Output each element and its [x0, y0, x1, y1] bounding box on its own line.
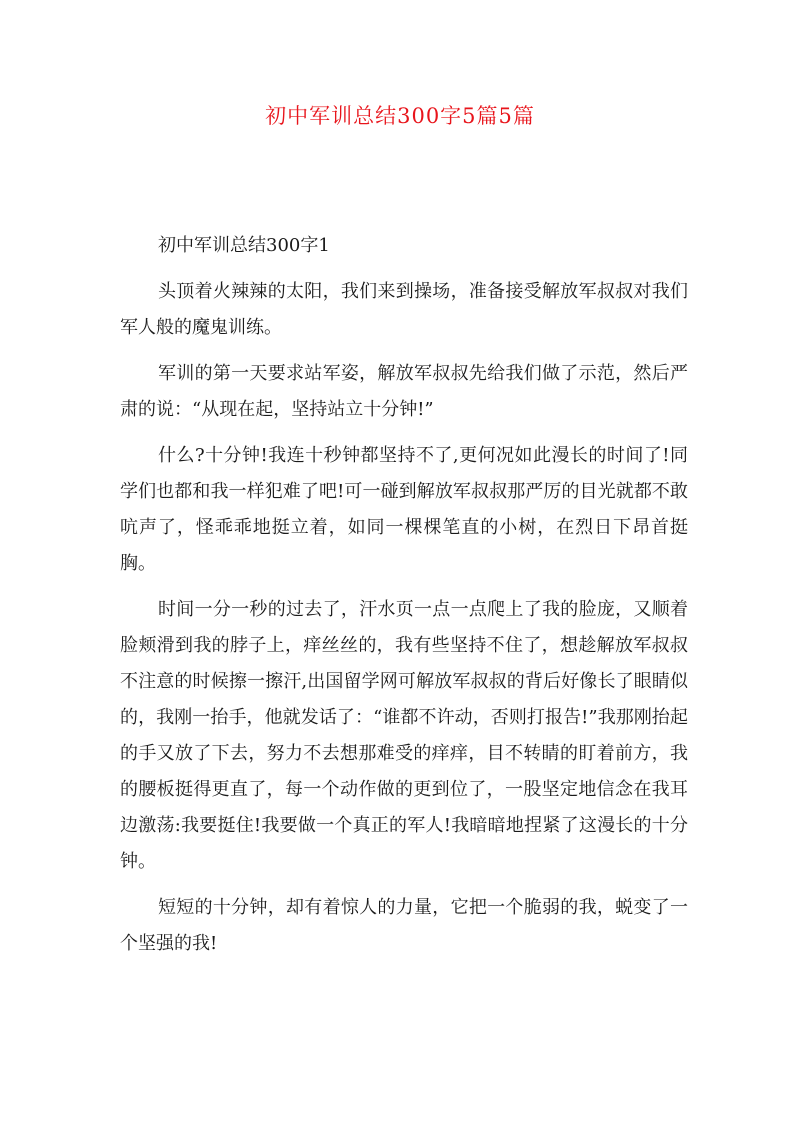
paragraph-1: 头顶着火辣辣的太阳，我们来到操场，准备接受解放军叔叔对我们军人般的魔鬼训练。 — [120, 281, 688, 338]
section-heading: 初中军训总结300字1 — [158, 235, 330, 256]
paragraph-3: 什么?十分钟!我连十秒钟都坚持不了,更何况如此漫长的时间了!同学们也都和我一样犯难了吧!可一碰到解放军叔叔那严厉的目光就都不敢吭声了，怪乖乖地挺立着，如同一棵棵笔直的小树，在烈日下昂首挺胸。 — [120, 445, 688, 574]
document-body — [120, 228, 688, 972]
paragraph-2: 军训的第一天要求站军姿，解放军叔叔先给我们做了示范，然后严肃的说：“从现在起，坚持站立十分钟!” — [120, 363, 688, 420]
paragraph-4: 时间一分一秒的过去了，汗水页一点一点爬上了我的脸庞，又顺着脸颊滑到我的脖子上，痒丝丝的，我有些坚持不住了，想趁解放军叔叔不注意的时候擦一擦汗,出国留学网可解放军叔叔的背后好像长了眼睛似的，我刚一抬手，他就发话了：“谁都不许动，否则打报告!”我那刚抬起的手又放了下去，努力不去想那难受的痒痒，目不转睛的盯着前方，我的腰板挺得更直了，每一个动作做的更到位了，一股坚定地信念在我耳边激荡:我要挺住!我要做一个真正的军人!我暗暗地捏紧了这漫长的十分钟。 — [120, 599, 688, 872]
document-title: 初中军训总结300字5篇5篇 — [265, 104, 535, 128]
paragraph-5: 短短的十分钟，却有着惊人的力量，它把一个脆弱的我，蜕变了一个坚强的我! — [120, 897, 688, 954]
